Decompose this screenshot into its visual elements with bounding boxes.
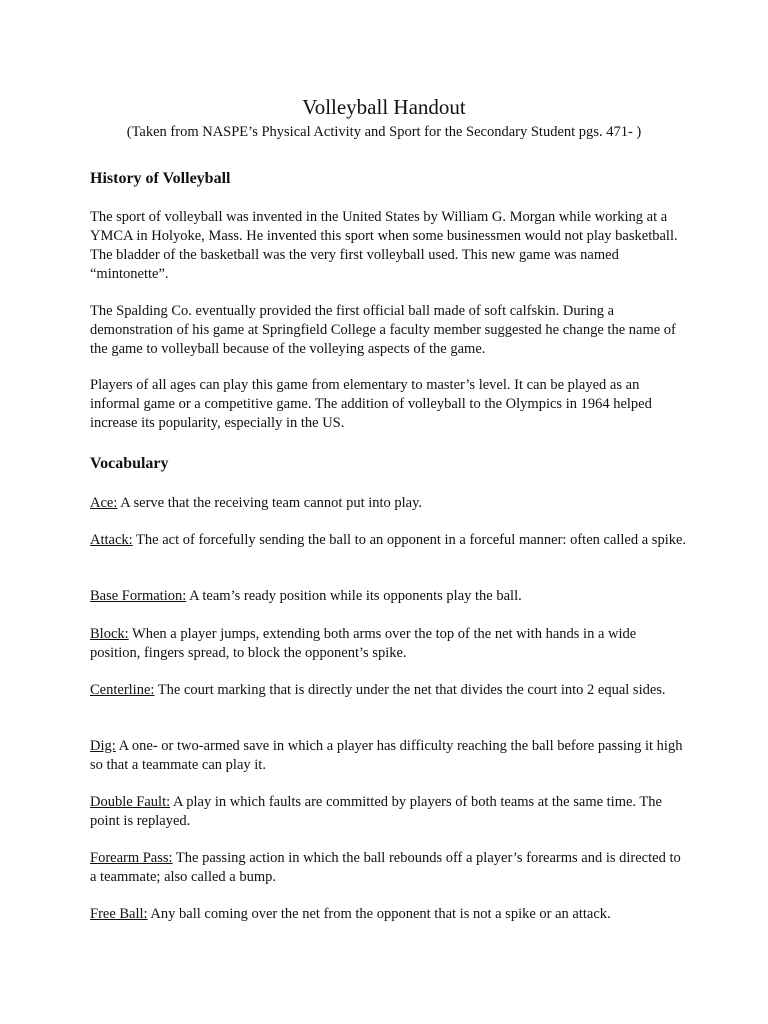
vocab-entry-free-ball	[90, 905, 690, 924]
vocab-entry-dig	[90, 737, 690, 775]
vocab-entry-block	[90, 625, 690, 663]
vocab-entry-attack	[90, 531, 690, 550]
history-heading: History of Volleyball	[90, 170, 231, 187]
vocab-definition: A serve that the receiving team cannot put into play.	[117, 495, 423, 511]
vocab-definition: Any ball coming over the net from the opponent that is not a spike or an attack.	[147, 906, 611, 922]
vocab-entry-ace	[90, 494, 690, 513]
vocab-term: Double Fault:	[90, 794, 171, 810]
vocab-term: Attack:	[90, 532, 133, 548]
vocabulary-heading: Vocabulary	[90, 455, 169, 472]
vocab-term: Ace:	[90, 495, 118, 511]
vocab-definition: A one- or two-armed save in which a player has difficulty reaching the ball before passing it high so that a teammate can play it.	[90, 738, 683, 773]
history-paragraph-2: The Spalding Co. eventually provided the first official ball made of soft calfskin. During a demonstration of his game at Springfield College a faculty member suggested he change the name of the game to volleyball because of the volleying aspects of the game.	[90, 303, 676, 357]
vocab-entry-base-formation	[90, 587, 690, 606]
vocab-term: Free Ball:	[90, 906, 148, 922]
vocab-definition: A play in which faults are committed by players of both teams at the same time. The point is replayed.	[90, 794, 662, 829]
vocab-definition: The passing action in which the ball rebounds off a player’s forearms and is directed to a teammate; also called a bump.	[90, 850, 681, 885]
vocab-term: Block:	[90, 626, 129, 642]
vocab-term: Centerline:	[90, 682, 155, 698]
vocab-definition: The court marking that is directly under the net that divides the court into 2 equal sides.	[154, 682, 666, 698]
vocab-definition: A team’s ready position while its opponents play the ball.	[186, 588, 522, 604]
vocab-definition: The act of forcefully sending the ball to an opponent in a forceful manner: often called a spike.	[132, 532, 687, 548]
vocab-entry-forearm-pass	[90, 849, 690, 887]
vocab-term: Forearm Pass:	[90, 850, 173, 866]
history-paragraph-3: Players of all ages can play this game from elementary to master’s level. It can be played as an informal game or a competitive game. The addition of volleyball to the Olympics in 1964 helped increase its popularity, especially in the US.	[90, 377, 652, 431]
document-subtitle: (Taken from NASPE’s Physical Activity and Sport for the Secondary Student pgs. 471- )	[126, 124, 642, 140]
vocab-definition: When a player jumps, extending both arms over the top of the net with hands in a wide position, fingers spread, to block the opponent’s spike.	[90, 626, 637, 661]
vocab-term: Base Formation:	[90, 588, 187, 604]
history-paragraph-1: The sport of volleyball was invented in the United States by William G. Morgan while working at a YMCA in Holyoke, Mass. He invented this sport when some businessmen would not play basketball. The bladder of the basketball was the very first volleyball used. This new game was named “mintonette”.	[90, 209, 678, 282]
vocab-term: Dig:	[90, 738, 116, 754]
document-title: Volleyball Handout	[302, 95, 466, 119]
vocab-entry-double-fault	[90, 793, 690, 831]
vocab-entry-centerline	[90, 681, 690, 700]
